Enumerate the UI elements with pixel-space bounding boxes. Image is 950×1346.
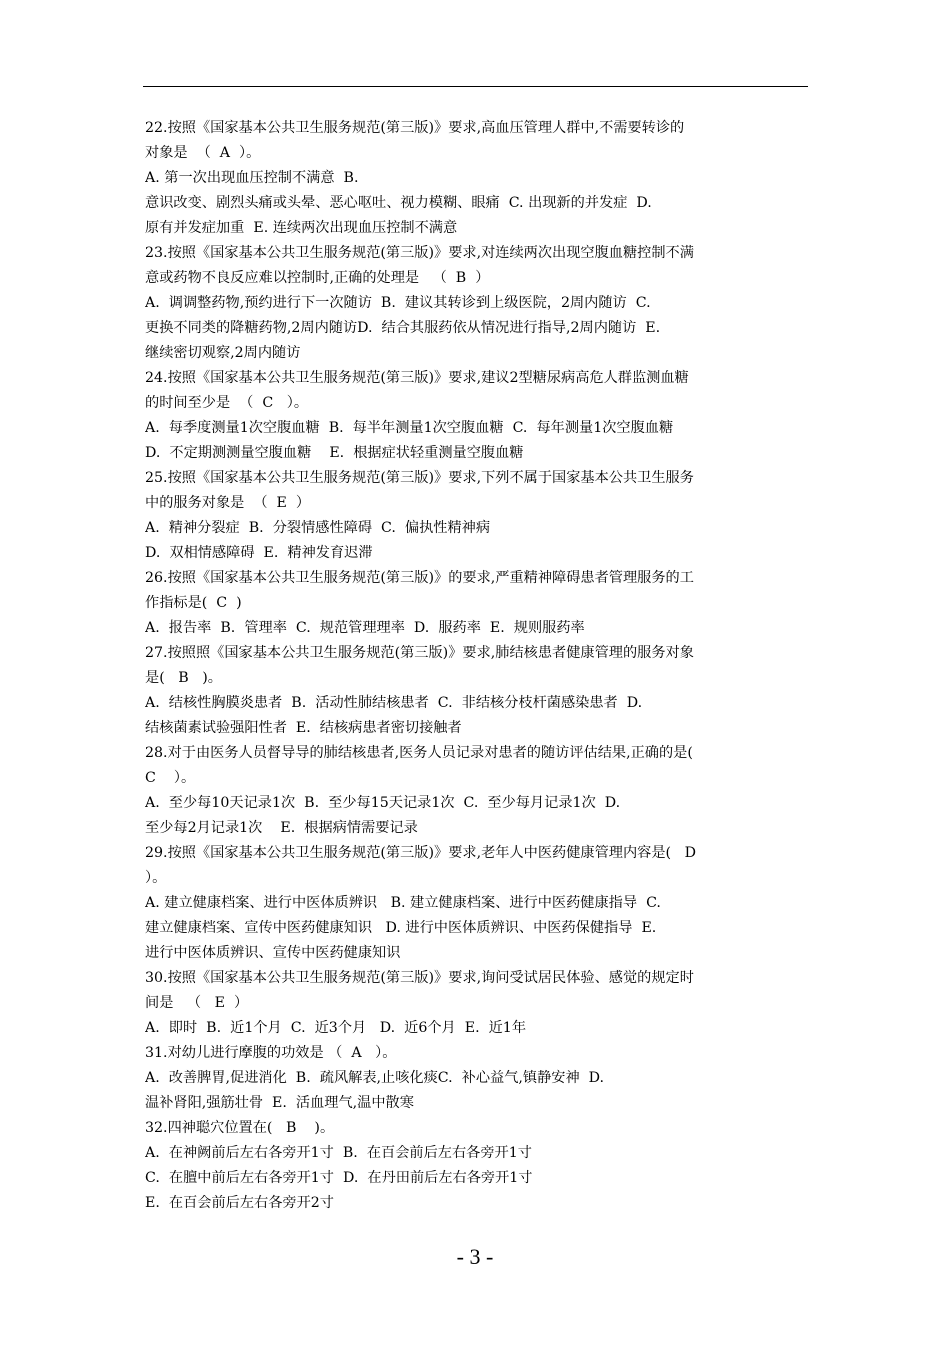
text-line: 建立健康档案、宣传中医药健康知识 D. 进行中医体质辨识、中医药保健指导 E.	[145, 920, 657, 936]
text-line: 中的服务对象是 （ E ）	[145, 495, 311, 511]
document-body	[145, 116, 815, 1216]
text-line: 对象是 （ A ）。	[145, 145, 261, 161]
text-line: A. 报告率 B. 管理率 C. 规范管理理率 D. 服药率 E. 规则服药率	[145, 620, 585, 636]
text-line: A. 第一次出现血压控制不满意 B.	[145, 170, 359, 186]
text-line: 继续密切观察,2周内随访	[145, 345, 301, 361]
text-line: 23.按照《国家基本公共卫生服务规范(第三版)》要求,对连续两次出现空腹血糖控制不满	[145, 245, 694, 261]
text-line: E. 在百会前后左右各旁开2寸	[145, 1195, 334, 1211]
text-line: D. 双相情感障碍 E. 精神发育迟滞	[145, 545, 373, 561]
text-line: 意识改变、剧烈头痛或头晕、恶心呕吐、视力模糊、眼痛 C. 出现新的并发症 D.	[145, 195, 652, 211]
text-line: 的时间至少是 （ C ）。	[145, 395, 309, 411]
text-line: 24.按照《国家基本公共卫生服务规范(第三版)》要求,建议2型糖尿病高危人群监测血糖	[145, 370, 689, 386]
header-rule	[143, 86, 808, 87]
text-line: D. 不定期测测量空腹血糖 E. 根据症状轻重测量空腹血糖	[145, 445, 524, 461]
text-line: 更换不同类的降糖药物,2周内随访D. 结合其服药依从情况进行指导,2周内随访 E.	[145, 320, 661, 336]
text-line: C ）。	[145, 770, 196, 786]
text-line: 意或药物不良反应难以控制时,正确的处理是 （ B ）	[145, 270, 490, 286]
text-line: A. 至少每10天记录1次 B. 至少每15天记录1次 C. 至少每月记录1次 D.	[145, 795, 621, 811]
text-line: A. 在神阙前后左右各旁开1寸 B. 在百会前后左右各旁开1寸	[145, 1145, 532, 1161]
text-line: 作指标是( C )	[145, 595, 242, 611]
text-line: A. 结核性胸膜炎患者 B. 活动性肺结核患者 C. 非结核分枝杆菌感染患者 D.	[145, 695, 643, 711]
text-line: A. 精神分裂症 B. 分裂情感性障碍 C. 偏执性精神病	[145, 520, 491, 536]
text-line: A. 建立健康档案、进行中医体质辨识 B. 建立健康档案、进行中医药健康指导 C.	[145, 895, 661, 911]
text-line: A. 每季度测量1次空腹血糖 B. 每半年测量1次空腹血糖 C. 每年测量1次空腹血糖	[145, 420, 674, 436]
text-line: 31.对幼儿进行摩腹的功效是 （ A ）。	[145, 1045, 397, 1061]
text-line: 27.按照照《国家基本公共卫生服务规范(第三版)》要求,肺结核患者健康管理的服务对象	[145, 645, 694, 661]
text-line: 29.按照《国家基本公共卫生服务规范(第三版)》要求,老年人中医药健康管理内容是( D	[145, 845, 696, 861]
text-line: ）。	[145, 870, 167, 886]
text-line: 22.按照《国家基本公共卫生服务规范(第三版)》要求,高血压管理人群中,不需要转诊的	[145, 120, 685, 136]
text-line: 结核菌素试验强阳性者 E. 结核病患者密切接触者	[145, 720, 462, 736]
text-line: A. 改善脾胃,促进消化 B. 疏风解表,止咳化痰C. 补心益气,镇静安神 D.	[145, 1070, 605, 1086]
text-line: 26.按照《国家基本公共卫生服务规范(第三版)》的要求,严重精神障碍患者管理服务的工	[145, 570, 694, 586]
text-line: A. 即时 B. 近1个月 C. 近3个月 D. 近6个月 E. 近1年	[145, 1020, 527, 1036]
text-line: 至少每2月记录1次 E. 根据病情需要记录	[145, 820, 418, 836]
page-number: - 3 -	[456, 1244, 494, 1269]
text-line: 原有并发症加重 E. 连续两次出现血压控制不满意	[145, 220, 458, 236]
text-line: 25.按照《国家基本公共卫生服务规范(第三版)》要求,下列不属于国家基本公共卫生服务	[145, 470, 694, 486]
text-line: 28.对于由医务人员督导导的肺结核患者,医务人员记录对患者的随访评估结果,正确的是(	[145, 745, 693, 761]
text-line: A. 调调整药物,预约进行下一次随访 B. 建议其转诊到上级医院，2周内随访 C.	[145, 295, 651, 311]
text-line: 温补肾阳,强筋壮骨 E. 活血理气,温中散寒	[145, 1095, 414, 1111]
text-line: 30.按照《国家基本公共卫生服务规范(第三版)》要求,询问受试居民体验、感觉的规定时	[145, 970, 694, 986]
text-line: 进行中医体质辨识、宣传中医药健康知识	[145, 945, 401, 961]
text-line: C. 在膻中前后左右各旁开1寸 D. 在丹田前后左右各旁开1寸	[145, 1170, 533, 1186]
text-line: 间是 （ E ）	[145, 995, 249, 1011]
text-line: 32.四神聪穴位置在( B )。	[145, 1120, 335, 1136]
text-line: 是( B )。	[145, 670, 222, 686]
